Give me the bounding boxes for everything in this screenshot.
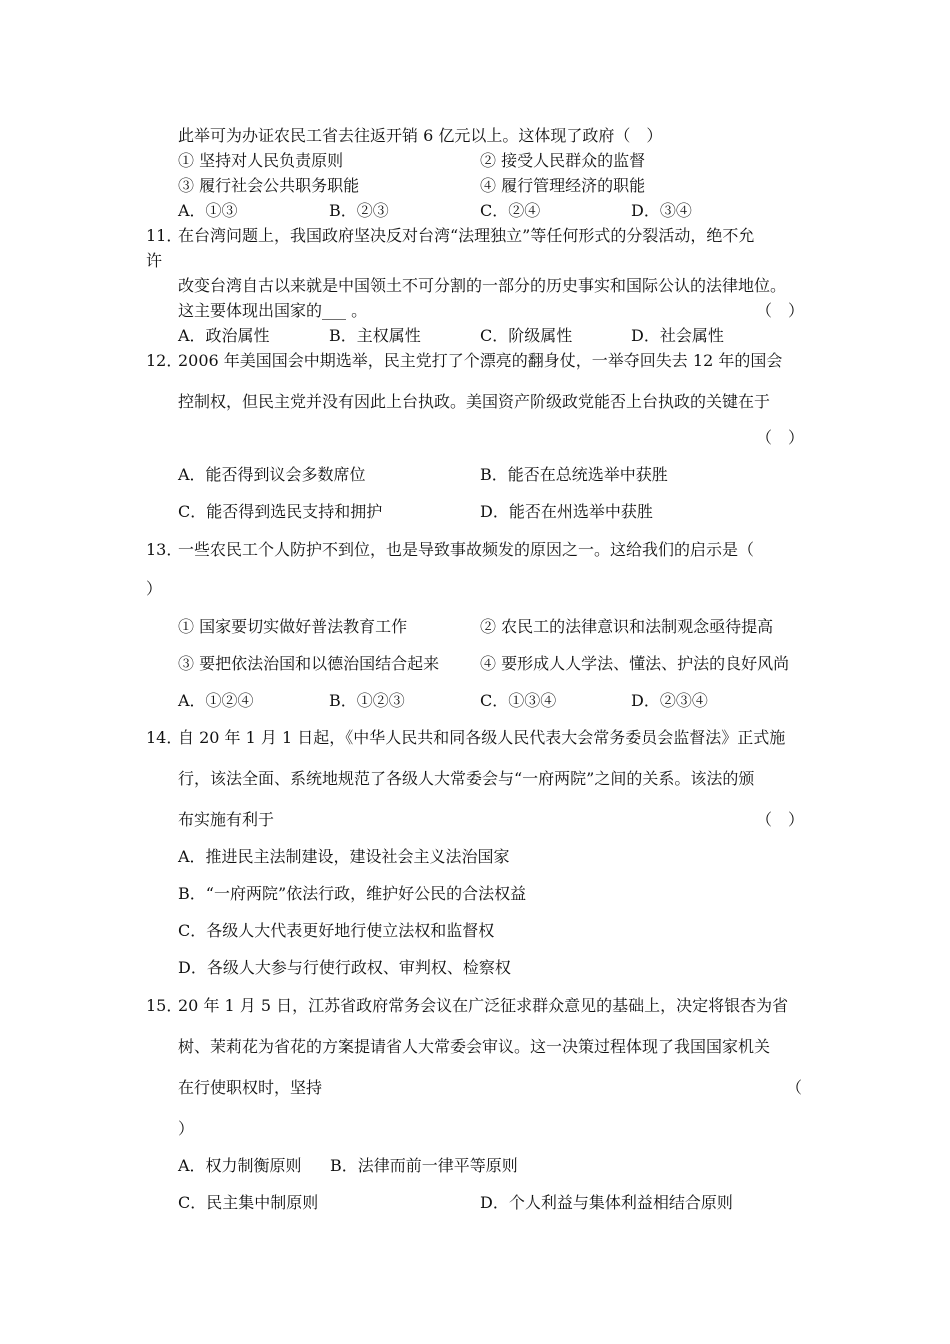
q10-option-a: A．①③: [178, 201, 238, 220]
q10-item-2: ② 接受人民群众的监督: [480, 151, 646, 170]
q14-stem-line2: 行，该法全面、系统地规范了各级人大常委会与“一府两院”之间的关系。该法的颁: [178, 769, 755, 788]
q11-option-d: D．社会属性: [631, 326, 724, 345]
q12-option-c: C．能否得到选民支持和拥护: [178, 502, 383, 521]
q10-stem: 此举可为办证农民工省去往返开销 6 亿元以上。这体现了政府（ ）: [178, 126, 663, 145]
q15-number: 15．: [146, 996, 183, 1015]
q10-item-4: ④ 履行管理经济的职能: [480, 176, 646, 195]
q10-item-3: ③ 履行社会公共职务职能: [178, 176, 360, 195]
q14-answer-paren: （ ）: [756, 810, 805, 829]
q14-number: 14．: [146, 728, 183, 747]
q13-item-3: ③ 要把依法治国和以德治国结合起来: [178, 654, 440, 673]
q11-answer-paren: （ ）: [756, 301, 805, 320]
q12-option-a: A．能否得到议会多数席位: [178, 465, 366, 484]
q14-option-c: C．各级人大代表更好地行使立法权和监督权: [178, 921, 495, 940]
q14-option-d: D．各级人大参与行使行政权、审判权、检察权: [178, 958, 511, 977]
q11-stem-line3: 这主要体现出国家的___ 。: [178, 301, 368, 320]
q13-option-c: C．①③④: [480, 691, 557, 710]
q13-option-a: A．①②④: [178, 691, 254, 710]
q10-option-d: D．③④: [631, 201, 692, 220]
q10-option-c: C．②④: [480, 201, 541, 220]
q12-option-d: D．能否在州选举中获胜: [480, 502, 653, 521]
q14-option-a: A．推进民主法制建设，建设社会主义法治国家: [178, 847, 510, 866]
q13-stem-line1: 一些农民工个人防护不到位，也是导致事故频发的原因之一。这给我们的启示是（: [178, 540, 755, 559]
q11-option-b: B．主权属性: [329, 326, 421, 345]
q14-option-b: B．“一府两院”依法行政，维护好公民的合法权益: [178, 884, 527, 903]
q11-stem-wrap: 许: [146, 251, 163, 270]
q12-stem-line1: 2006 年美国国会中期选举，民主党打了个漂亮的翻身仗，一举夺回失去 12 年的国会: [178, 351, 783, 370]
q10-item-1: ① 坚持对人民负责原则: [178, 151, 344, 170]
q15-option-b: B．法律而前一律平等原则: [330, 1156, 518, 1175]
q14-stem-line1: 自 20 年 1 月 1 日起，《中华人民共和同各级人民代表大会常务委员会监督法》正式施: [178, 728, 786, 747]
q15-option-d: D．个人利益与集体利益相结合原则: [480, 1193, 733, 1212]
q13-stem-wrap: ）: [146, 579, 163, 598]
q11-option-a: A．政治属性: [178, 326, 270, 345]
q15-paren-open: （: [786, 1078, 803, 1097]
q15-stem-line2: 树、茉莉花为省花的方案提请省人大常委会审议。这一决策过程体现了我国国家机关: [178, 1037, 771, 1056]
q12-option-b: B．能否在总统选举中获胜: [480, 465, 668, 484]
q12-answer-paren: （ ）: [756, 428, 805, 447]
q13-item-4: ④ 要形成人人学法、懂法、护法的良好风尚: [480, 654, 790, 673]
q11-number: 11．: [146, 226, 183, 245]
q13-item-2: ② 农民工的法律意识和法制观念亟待提高: [480, 617, 774, 636]
q15-stem-line3: 在行使职权时，坚持: [178, 1078, 323, 1097]
q14-stem-line3: 布实施有利于: [178, 810, 275, 829]
q15-option-a: A．权力制衡原则: [178, 1156, 302, 1175]
q13-item-1: ① 国家要切实做好普法教育工作: [178, 617, 408, 636]
q15-paren-close: ）: [178, 1119, 195, 1138]
q11-option-c: C．阶级属性: [480, 326, 573, 345]
q10-option-b: B．②③: [329, 201, 389, 220]
q15-option-c: C．民主集中制原则: [178, 1193, 319, 1212]
q12-stem-line2: 控制权，但民主党并没有因此上台执政。美国资产阶级政党能否上台执政的关键在于: [178, 392, 771, 411]
q13-number: 13．: [146, 540, 183, 559]
q15-stem-line1: 20 年 1 月 5 日，江苏省政府常务会议在广泛征求群众意见的基础上，决定将银杏为省: [178, 996, 789, 1015]
q13-option-b: B．①②③: [329, 691, 405, 710]
q12-number: 12．: [146, 351, 183, 370]
q13-option-d: D．②③④: [631, 691, 708, 710]
q11-stem-line1: 在台湾问题上，我国政府坚决反对台湾“法理独立”等任何形式的分裂活动，绝不允: [178, 226, 755, 245]
q11-stem-line2: 改变台湾自古以来就是中国领土不可分割的一部分的历史事实和国际公认的法律地位。: [178, 276, 787, 295]
